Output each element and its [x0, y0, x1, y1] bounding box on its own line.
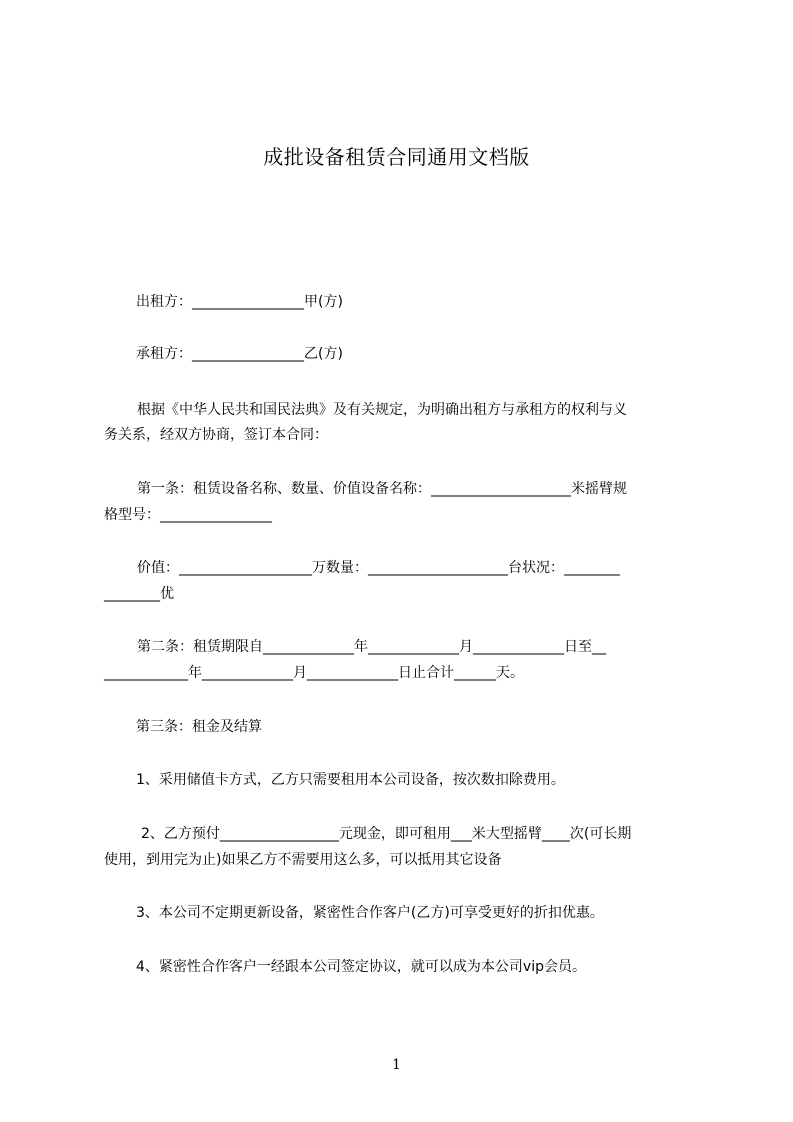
lessor-line: 出租方：________________甲(方) [136, 294, 343, 310]
document-title: 成批设备租赁合同通用文档版 [263, 145, 530, 169]
page-number: 1 [392, 1057, 401, 1073]
lessee-line: 承租方：________________乙(方) [136, 346, 343, 362]
article-1-line-1: 第一条：租赁设备名称、数量、价值设备名称：____________________米摇臂规 [137, 481, 627, 497]
article-2-line-2: ____________年_____________月_____________日止合计______天。 [104, 665, 524, 681]
preamble-line-1: 根据《中华人民共和国民法典》及有关规定，为明确出租方与承租方的权利与义 [137, 402, 627, 418]
clause-2-line-1: 2、乙方预付_________________元现金，即可租用___米大型摇臂____次(可长期 [141, 826, 632, 842]
preamble-line-2: 务关系，经双方协商，签订本合同： [104, 427, 328, 443]
clause-4: 4、紧密性合作客户一经跟本公司签定协议，就可以成为本公司vip会员。 [136, 959, 586, 975]
article-3-heading: 第三条：租金及结算 [136, 719, 262, 735]
article-2-line-1: 第二条：租赁期限自_____________年_____________月_____________日至__ [137, 639, 606, 655]
clause-2-line-2: 使用，到用完为止)如果乙方不需要用这么多，可以抵用其它设备 [104, 852, 502, 868]
article-1-line-2: 格型号：________________ [104, 507, 272, 523]
clause-3: 3、本公司不定期更新设备，紧密性合作客户(乙方)可享受更好的折扣优惠。 [136, 905, 604, 921]
value-line-2: ________优 [104, 586, 174, 602]
value-line-1: 价值：___________________万数量：____________________台状况：________ [137, 560, 620, 576]
clause-1: 1、采用储值卡方式，乙方只需要租用本公司设备，按次数扣除费用。 [136, 772, 565, 788]
